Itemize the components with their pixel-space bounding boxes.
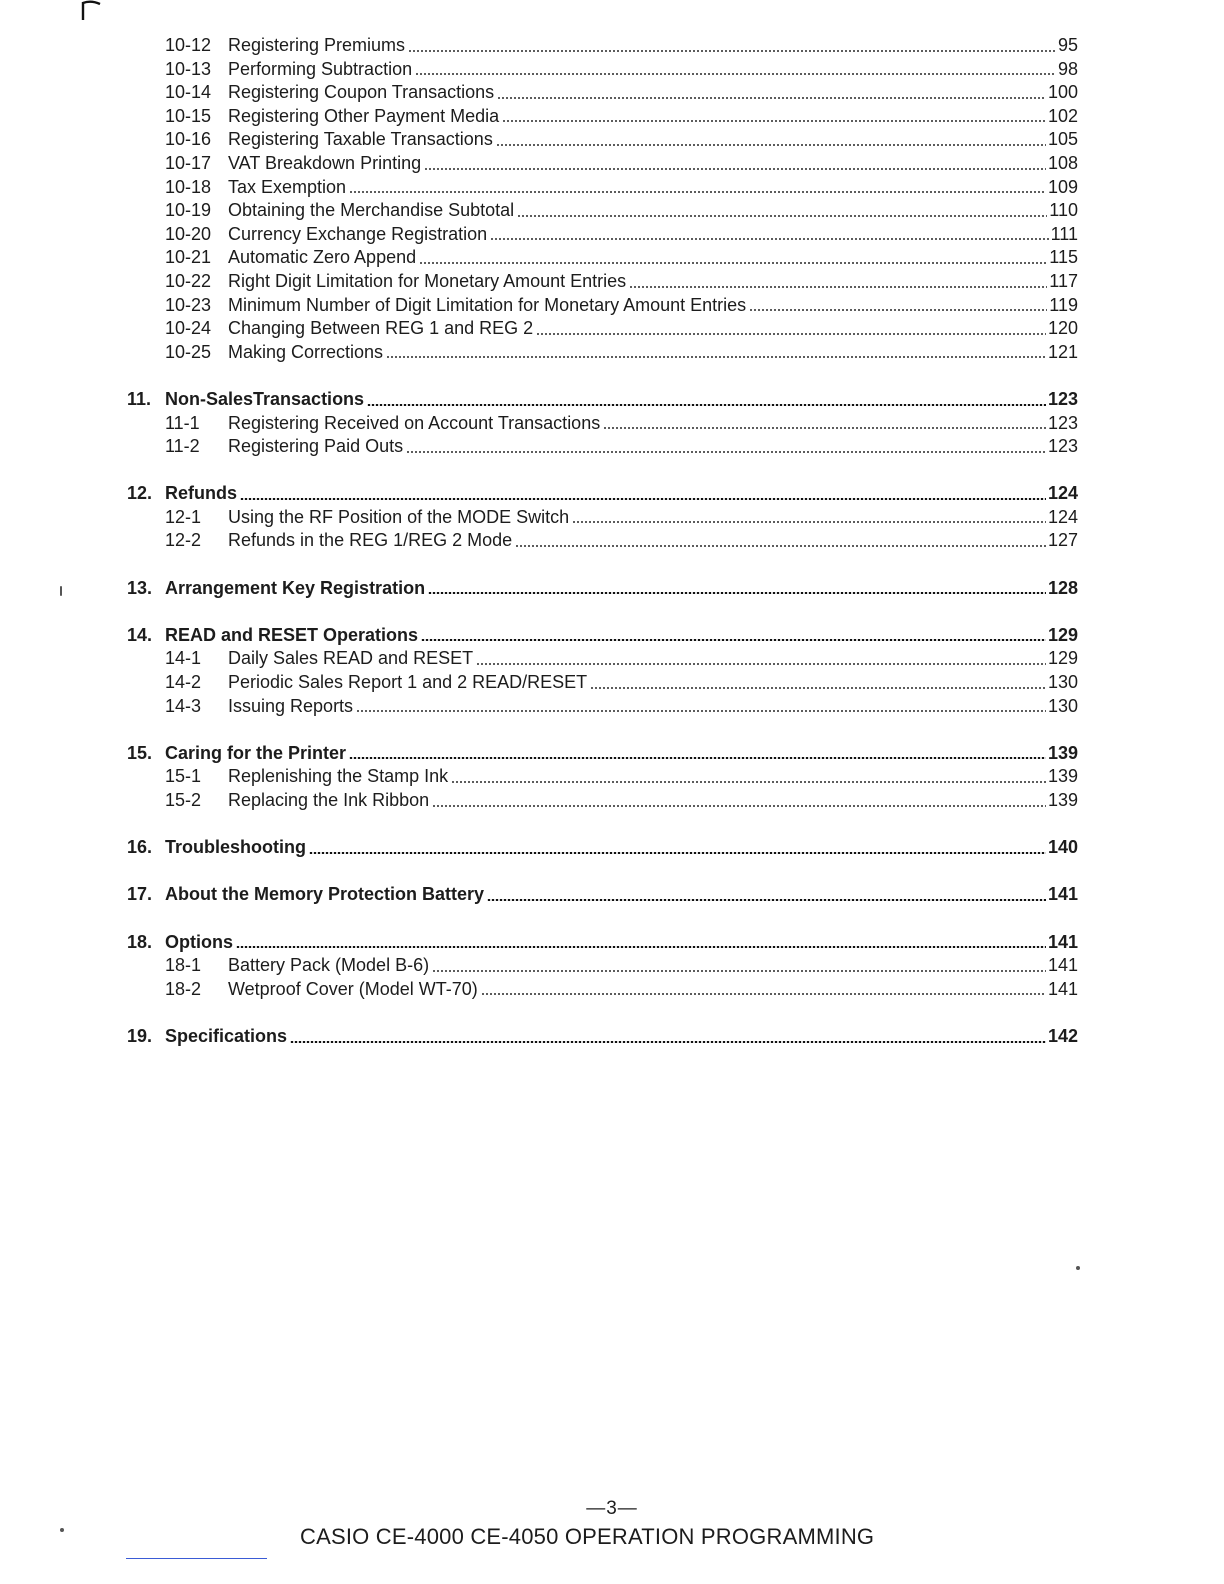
- dot-leader: [428, 592, 1046, 594]
- section-gap: [0, 718, 1224, 742]
- leader-line: [228, 199, 1078, 223]
- section-title: READ and RESET Operations: [165, 624, 421, 648]
- page-number: 119: [1049, 294, 1078, 315]
- page-number: 123: [1047, 436, 1078, 457]
- dot-leader: [424, 168, 1046, 170]
- dot-leader: [476, 663, 1046, 665]
- page-number: 142: [1047, 1025, 1078, 1046]
- toc-entry: [0, 223, 1224, 247]
- leader-line: [165, 883, 1078, 907]
- page-number: 130: [1047, 672, 1078, 693]
- toc-entry: [0, 671, 1224, 695]
- entry-title: Periodic Sales Report 1 and 2 READ/RESET: [228, 671, 590, 695]
- entry-number: 10-17: [165, 152, 212, 173]
- leader-line: [228, 58, 1078, 82]
- entry-title: VAT Breakdown Printing: [228, 152, 424, 176]
- leader-line: [228, 789, 1078, 813]
- entry-number: 11-2: [165, 436, 200, 457]
- page-number: 129: [1047, 648, 1078, 669]
- page-number: 139: [1047, 790, 1078, 810]
- entry-number: 10-12: [165, 35, 212, 55]
- dot-leader: [490, 238, 1048, 240]
- leader-line: [228, 152, 1078, 176]
- footer-page-number: —3—: [586, 1498, 638, 1519]
- toc-entry: [0, 317, 1224, 341]
- page-number: 111: [1050, 223, 1078, 244]
- entry-number: 14-1: [165, 648, 202, 669]
- entry-title: Battery Pack (Model B-6): [228, 954, 432, 978]
- toc-entry: [0, 128, 1224, 152]
- section-number: 19.: [127, 1025, 153, 1046]
- section-title: Troubleshooting: [165, 836, 309, 860]
- toc-entry: [0, 954, 1224, 978]
- leader-line: [228, 647, 1078, 671]
- leader-line: [165, 624, 1078, 648]
- entry-title: Daily Sales READ and RESET: [228, 647, 476, 671]
- leader-line: [165, 482, 1078, 506]
- section-title: Arrangement Key Registration: [165, 577, 428, 601]
- dot-leader: [240, 498, 1046, 500]
- dot-leader: [572, 521, 1046, 523]
- page-number: 124: [1047, 506, 1078, 527]
- toc-entry: [0, 199, 1224, 223]
- toc-entry: [0, 695, 1224, 719]
- entry-number: 10-16: [165, 129, 212, 150]
- toc-section-heading: [0, 482, 1224, 506]
- toc-entry: [0, 789, 1224, 813]
- entry-number: 14-2: [165, 672, 202, 693]
- dot-leader: [419, 262, 1047, 264]
- toc-section-heading: [0, 388, 1224, 412]
- section-gap: [0, 364, 1224, 388]
- toc-entry: [0, 176, 1224, 200]
- entry-title: Registering Premiums: [228, 34, 408, 58]
- page-number: 141: [1047, 931, 1078, 952]
- toc-entry: [0, 529, 1224, 553]
- leader-line: [228, 317, 1078, 341]
- page-number: 123: [1047, 388, 1078, 409]
- leader-line: [228, 695, 1078, 719]
- toc-entry: [0, 294, 1224, 318]
- dot-leader: [590, 687, 1046, 689]
- dot-leader: [502, 120, 1046, 122]
- entry-number: 10-25: [165, 341, 212, 362]
- entry-number: 15-1: [165, 766, 202, 787]
- entry-title: Issuing Reports: [228, 695, 356, 719]
- toc-section-heading: [0, 577, 1224, 601]
- dot-leader: [481, 993, 1046, 995]
- entry-number: 18-1: [165, 955, 202, 976]
- page-number: 127: [1047, 530, 1078, 551]
- dot-leader: [749, 309, 1047, 311]
- page-number: 102: [1047, 105, 1078, 126]
- entry-number: 14-3: [165, 695, 202, 716]
- leader-line: [228, 294, 1078, 318]
- entry-title: Right Digit Limitation for Monetary Amount Entries: [228, 270, 629, 294]
- page-number: 139: [1047, 742, 1078, 763]
- entry-title: Registering Other Payment Media: [228, 105, 502, 129]
- table-of-contents: [0, 34, 1224, 1049]
- section-gap: [0, 553, 1224, 577]
- page-number: 130: [1047, 695, 1078, 716]
- entry-number: 10-19: [165, 200, 212, 221]
- page-number: 100: [1047, 82, 1078, 103]
- toc-section-heading: [0, 836, 1224, 860]
- dot-leader: [432, 805, 1046, 807]
- leader-line: [228, 81, 1078, 105]
- corner-scan-mark: [79, 0, 103, 22]
- dot-leader: [406, 451, 1046, 453]
- entry-number: 11-1: [165, 412, 200, 433]
- leader-line: [228, 506, 1078, 530]
- entry-title: Refunds in the REG 1/REG 2 Mode: [228, 529, 515, 553]
- entry-title: Replacing the Ink Ribbon: [228, 789, 432, 813]
- toc-entry: [0, 647, 1224, 671]
- entry-title: Registering Paid Outs: [228, 435, 406, 459]
- dot-leader: [487, 899, 1046, 901]
- section-gap: [0, 813, 1224, 837]
- dot-leader: [408, 50, 1056, 52]
- dot-leader: [415, 73, 1056, 75]
- toc-entry: [0, 341, 1224, 365]
- section-number: 15.: [127, 742, 153, 763]
- entry-title: Registering Coupon Transactions: [228, 81, 497, 105]
- entry-title: Performing Subtraction: [228, 58, 415, 82]
- leader-line: [228, 435, 1078, 459]
- entry-title: Obtaining the Merchandise Subtotal: [228, 199, 517, 223]
- toc-section-heading: [0, 883, 1224, 907]
- dot-leader: [349, 757, 1046, 759]
- toc-entry: [0, 412, 1224, 436]
- toc-section-heading: [0, 931, 1224, 955]
- entry-number: 12-2: [165, 530, 202, 551]
- leader-line: [228, 176, 1078, 200]
- toc-entry: [0, 765, 1224, 789]
- page-number: 129: [1047, 624, 1078, 645]
- section-number: 18.: [127, 931, 153, 952]
- section-number: 12.: [127, 483, 153, 504]
- toc-entry: [0, 246, 1224, 270]
- page-number: 110: [1049, 200, 1078, 221]
- page-number: 121: [1047, 341, 1078, 362]
- section-title: Non-SalesTransactions: [165, 388, 367, 412]
- entry-number: 10-18: [165, 176, 212, 197]
- page-number: 115: [1049, 247, 1078, 268]
- leader-line: [228, 765, 1078, 789]
- toc-entry: [0, 105, 1224, 129]
- toc-section-heading: [0, 624, 1224, 648]
- dot-leader: [536, 333, 1046, 335]
- page-number: 141: [1047, 955, 1078, 976]
- section-title: Caring for the Printer: [165, 742, 349, 766]
- leader-line: [165, 836, 1078, 860]
- dot-leader: [236, 946, 1046, 948]
- section-gap: [0, 1001, 1224, 1025]
- toc-entry: [0, 58, 1224, 82]
- entry-title: Registering Received on Account Transactions: [228, 412, 603, 436]
- entry-title: Wetproof Cover (Model WT-70): [228, 978, 481, 1002]
- leader-line: [165, 577, 1078, 601]
- entry-number: 15-2: [165, 790, 202, 810]
- page-number: 105: [1047, 129, 1078, 150]
- entry-title: Registering Taxable Transactions: [228, 128, 496, 152]
- leader-line: [228, 270, 1078, 294]
- leader-line: [228, 529, 1078, 553]
- leader-line: [228, 34, 1078, 58]
- entry-title: Minimum Number of Digit Limitation for Monetary Amount Entries: [228, 294, 749, 318]
- leader-line: [165, 931, 1078, 955]
- entry-title: Tax Exemption: [228, 176, 349, 200]
- page-number: 140: [1047, 837, 1078, 858]
- dot-leader: [421, 639, 1046, 641]
- entry-number: 12-1: [165, 506, 202, 527]
- section-gap: [0, 459, 1224, 483]
- page-number: 141: [1047, 884, 1078, 905]
- page-number: 124: [1047, 483, 1078, 504]
- dot-leader: [356, 710, 1046, 712]
- dot-leader: [603, 427, 1046, 429]
- entry-title: Replenishing the Stamp Ink: [228, 765, 451, 789]
- dot-leader: [497, 97, 1046, 99]
- section-gap: [0, 860, 1224, 884]
- toc-entry: [0, 152, 1224, 176]
- entry-number: 18-2: [165, 978, 202, 999]
- toc-entry: [0, 34, 1224, 58]
- section-title: About the Memory Protection Battery: [165, 883, 487, 907]
- entry-number: 10-15: [165, 105, 212, 126]
- entry-number: 10-20: [165, 223, 212, 244]
- section-number: 14.: [127, 624, 153, 645]
- toc-entry: [0, 81, 1224, 105]
- leader-line: [228, 105, 1078, 129]
- leader-line: [228, 412, 1078, 436]
- section-number: 13.: [127, 577, 153, 598]
- page-number: 95: [1057, 35, 1078, 55]
- entry-title: Currency Exchange Registration: [228, 223, 490, 247]
- entry-number: 10-13: [165, 58, 212, 79]
- toc-section-heading: [0, 1025, 1224, 1049]
- page-number: 123: [1047, 412, 1078, 433]
- toc-entry: [0, 978, 1224, 1002]
- page-number: 141: [1047, 978, 1078, 999]
- section-number: 16.: [127, 837, 153, 858]
- entry-title: Automatic Zero Append: [228, 246, 419, 270]
- page-number: 98: [1057, 58, 1078, 79]
- toc-entry: [0, 435, 1224, 459]
- section-title: Specifications: [165, 1025, 290, 1049]
- dot-leader: [309, 852, 1046, 854]
- page-number: 139: [1047, 766, 1078, 787]
- entry-number: 10-14: [165, 82, 212, 103]
- page-number: 128: [1047, 577, 1078, 598]
- leader-line: [165, 388, 1078, 412]
- footer-link-underline: [126, 1558, 267, 1559]
- section-gap: [0, 600, 1224, 624]
- leader-line: [228, 223, 1078, 247]
- leader-line: [228, 128, 1078, 152]
- toc-section-heading: [0, 742, 1224, 766]
- section-title: Options: [165, 931, 236, 955]
- scan-speck: [1076, 1266, 1080, 1270]
- footer-title: CASIO CE-4000 CE-4050 OPERATION PROGRAMMING: [300, 1524, 875, 1549]
- leader-line: [165, 742, 1078, 766]
- toc-entry: [0, 270, 1224, 294]
- entry-title: Changing Between REG 1 and REG 2: [228, 317, 536, 341]
- section-number: 17.: [127, 884, 153, 905]
- dot-leader: [349, 191, 1046, 193]
- page-number: 117: [1049, 270, 1078, 291]
- dot-leader: [496, 144, 1046, 146]
- entry-number: 10-24: [165, 318, 212, 339]
- entry-title: Using the RF Position of the MODE Switch: [228, 506, 572, 530]
- leader-line: [228, 978, 1078, 1002]
- dot-leader: [386, 356, 1046, 358]
- page-number: 120: [1047, 318, 1078, 339]
- page-number: 109: [1047, 176, 1078, 197]
- leader-line: [228, 246, 1078, 270]
- leader-line: [228, 671, 1078, 695]
- leader-line: [228, 954, 1078, 978]
- dot-leader: [451, 781, 1046, 783]
- entry-title: Making Corrections: [228, 341, 386, 365]
- leader-line: [228, 341, 1078, 365]
- dot-leader: [515, 545, 1046, 547]
- dot-leader: [290, 1041, 1046, 1043]
- section-gap: [0, 907, 1224, 931]
- entry-number: 10-22: [165, 270, 212, 291]
- toc-entry: [0, 506, 1224, 530]
- scan-speck: [60, 586, 62, 596]
- section-title: Refunds: [165, 482, 240, 506]
- page-number: 108: [1047, 152, 1078, 173]
- dot-leader: [367, 404, 1046, 406]
- dot-leader: [517, 215, 1047, 217]
- entry-number: 10-21: [165, 247, 212, 268]
- scan-speck: [60, 1528, 64, 1532]
- leader-line: [165, 1025, 1078, 1049]
- dot-leader: [432, 970, 1046, 972]
- dot-leader: [629, 286, 1047, 288]
- entry-number: 10-23: [165, 294, 212, 315]
- section-number: 11.: [127, 388, 152, 409]
